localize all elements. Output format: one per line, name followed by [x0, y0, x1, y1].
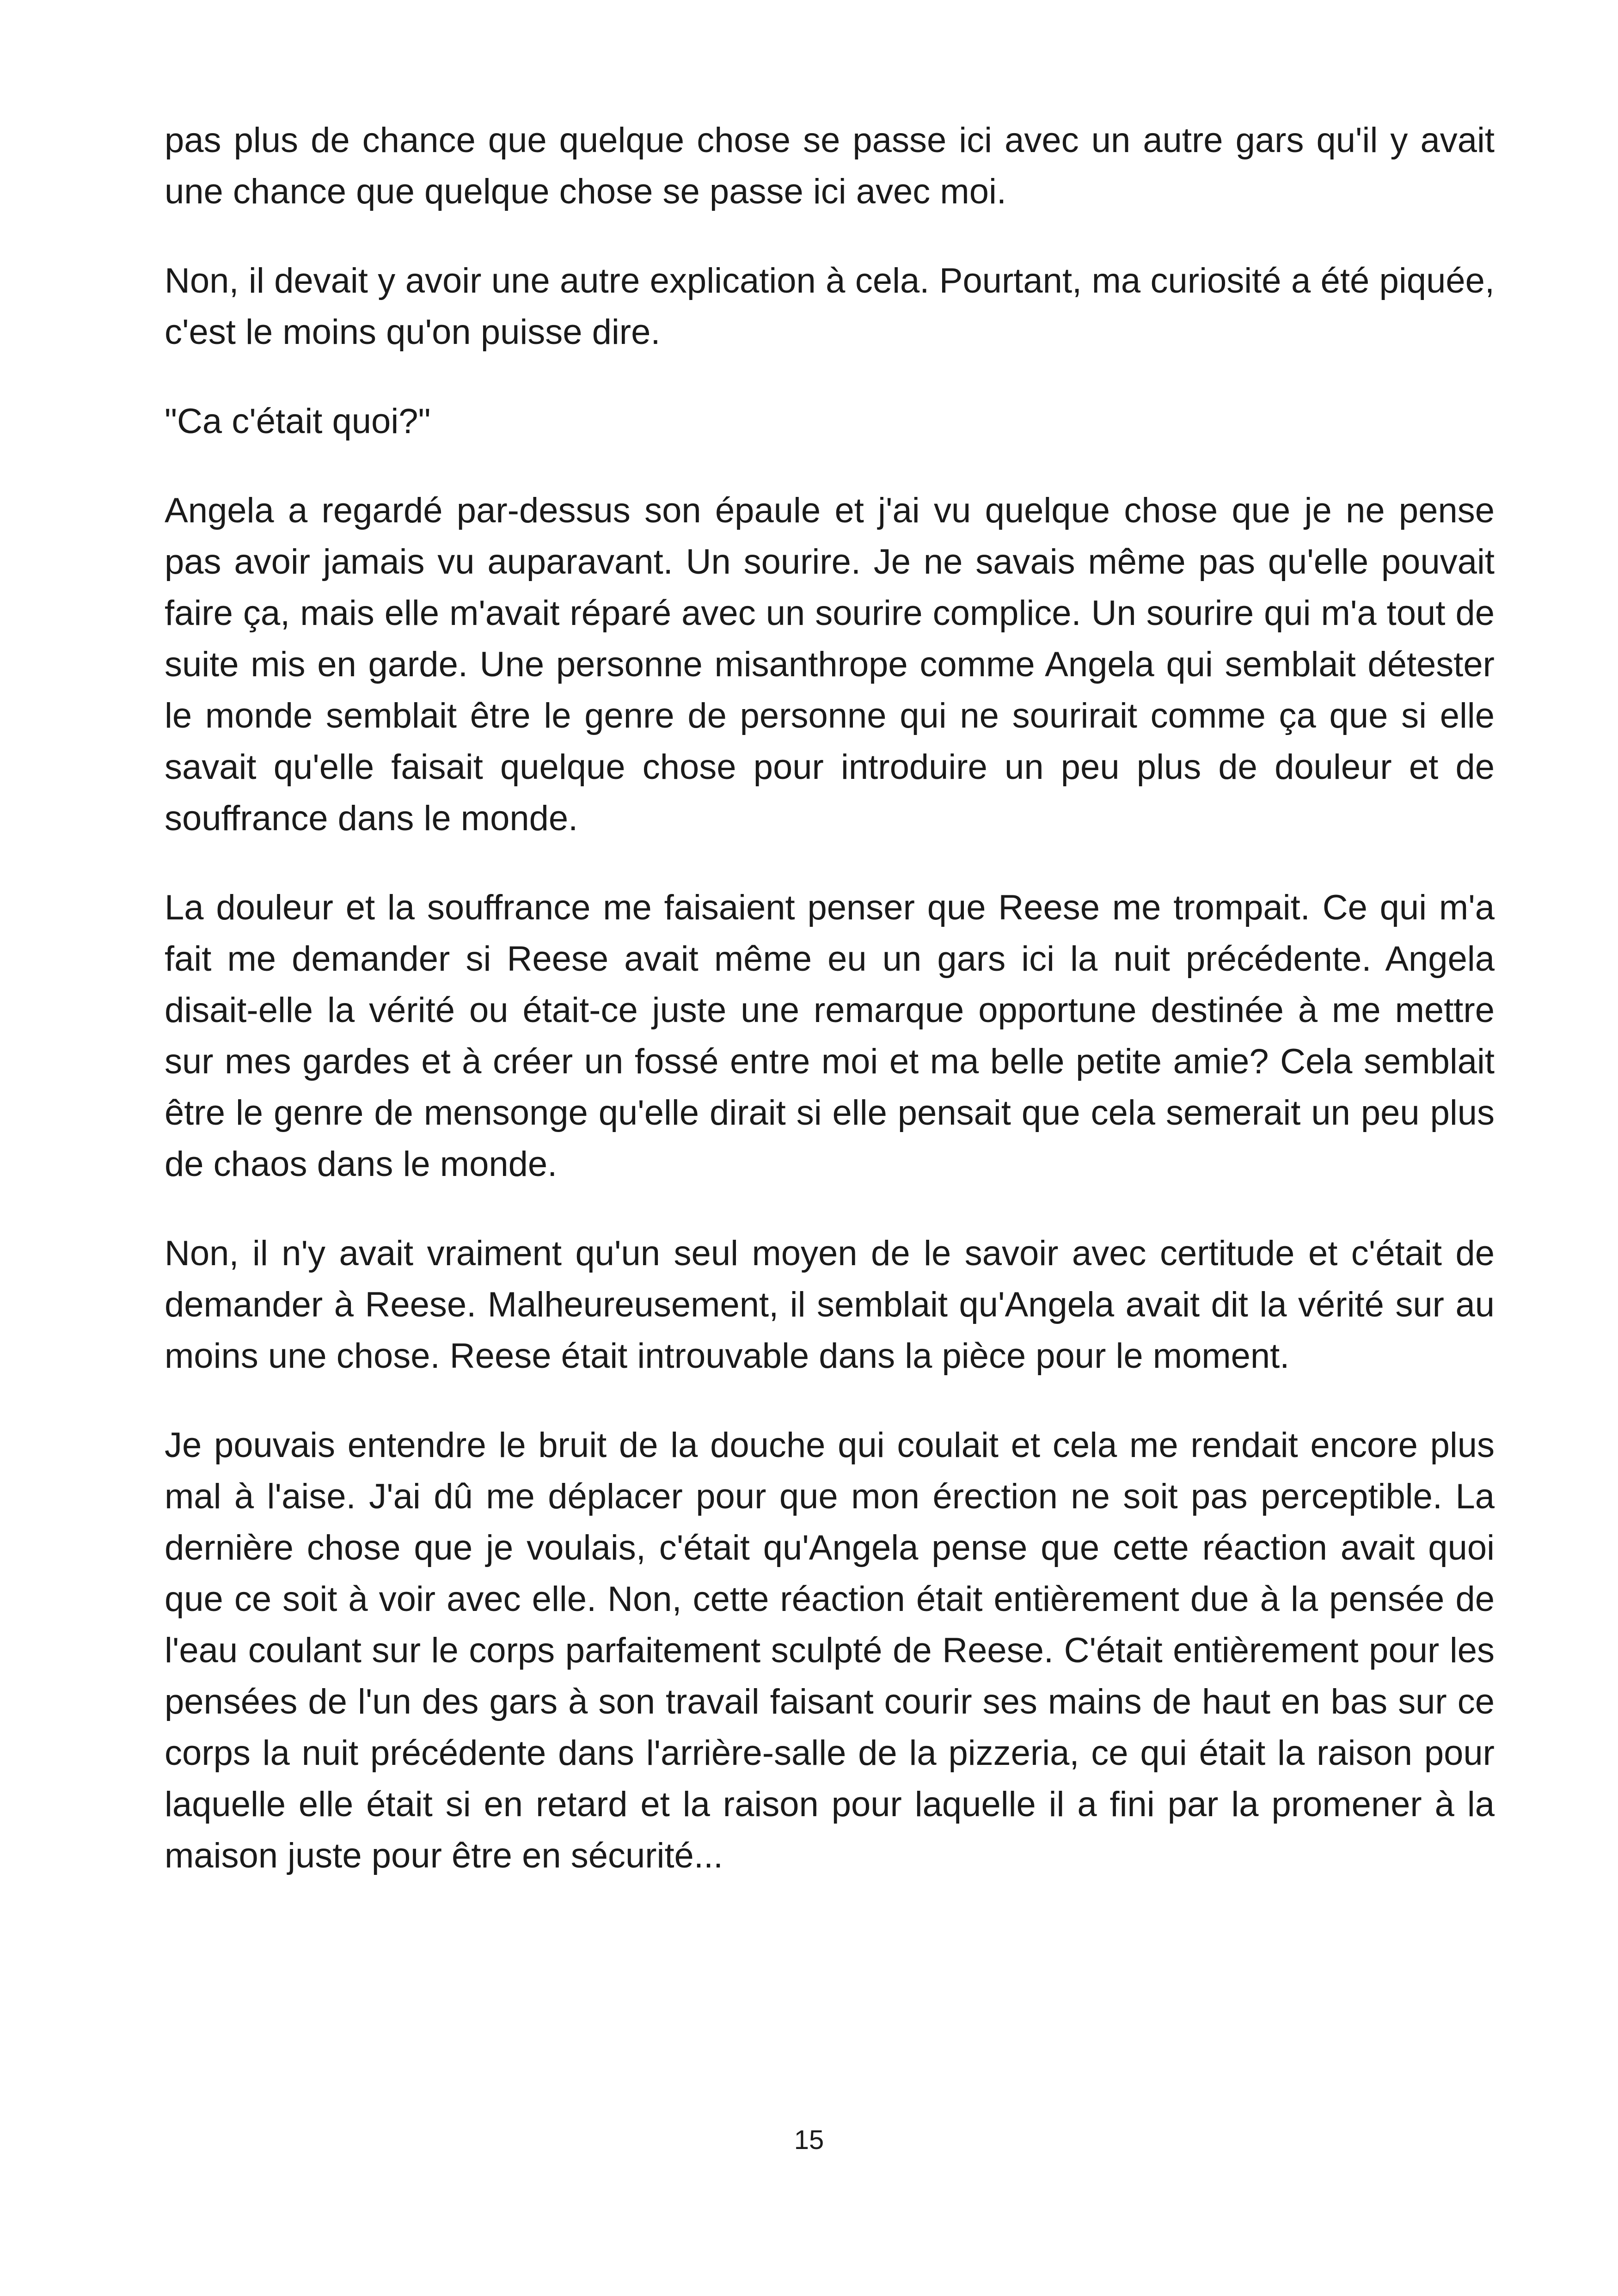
- paragraph-4: Angela a regardé par-dessus son épaule et j'ai vu quelque chose que je ne pense pas avoir jamais vu auparavant. Un sourire. Je ne savais même pas qu'elle pouvait faire ça, mais elle m'avait réparé avec un sourire complice. Un sourire qui m'a tout de suite mis en garde. Une personne misanthrope comme Angela qui semblait détester le monde semblait être le genre de personne qui ne sourirait comme ça que si elle savait qu'elle faisait quelque chose pour introduire un peu plus de douleur et de souffrance dans le monde.: [165, 491, 1495, 838]
- paragraph-2: Non, il devait y avoir une autre explication à cela. Pourtant, ma curiosité a été piquée, c'est le moins qu'on puisse dire.: [165, 261, 1495, 352]
- paragraph-7: Je pouvais entendre le bruit de la douche qui coulait et cela me rendait encore plus mal à l'aise. J'ai dû me déplacer pour que mon érection ne soit pas perceptible. La dernière chose que je voulais, c'était qu'Angela pense que cette réaction avait quoi que ce soit à voir avec elle. Non, cette réaction était entièrement due à la pensée de l'eau coulant sur le corps parfaitement sculpté de Reese. C'était entièrement pour les pensées de l'un des gars à son travail faisant courir ses mains de haut en bas sur ce corps la nuit précédente dans l'arrière-salle de la pizzeria, ce qui était la raison pour laquelle elle était si en retard et la raison pour laquelle il a fini par la promener à la maison juste pour être en sécurité...: [165, 1426, 1495, 1875]
- paragraph-1: pas plus de chance que quelque chose se passe ici avec un autre gars qu'il y avait une chance que quelque chose se passe ici avec moi.: [165, 121, 1495, 211]
- page-body: [165, 115, 1495, 1919]
- paragraph-3-dialogue: "Ca c'était quoi?": [165, 402, 431, 441]
- page-number: 15: [794, 2125, 824, 2155]
- paragraph-5: La douleur et la souffrance me faisaient penser que Reese me trompait. Ce qui m'a fait me demander si Reese avait même eu un gars ici la nuit précédente. Angela disait-elle la vérité ou était-ce juste une remarque opportune destinée à me mettre sur mes gardes et à créer un fossé entre moi et ma belle petite amie? Cela semblait être le genre de mensonge qu'elle dirait si elle pensait que cela semerait un peu plus de chaos dans le monde.: [165, 888, 1495, 1184]
- paragraph-6: Non, il n'y avait vraiment qu'un seul moyen de le savoir avec certitude et c'était de demander à Reese. Malheureusement, il semblait qu'Angela avait dit la vérité sur au moins une chose. Reese était introuvable dans la pièce pour le moment.: [165, 1234, 1495, 1376]
